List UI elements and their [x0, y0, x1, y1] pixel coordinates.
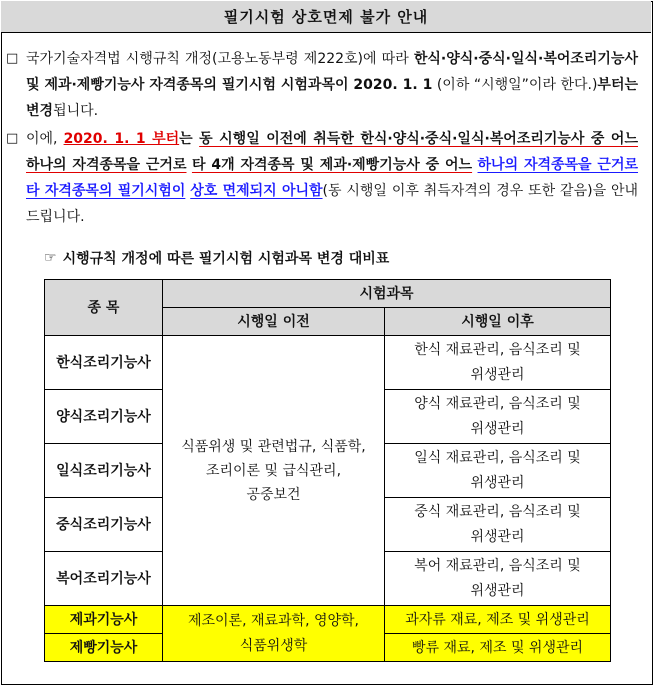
- comparison-table: [44, 279, 611, 662]
- para2-text-10: 상호 면제되지 아니함: [190, 183, 323, 199]
- row-after: 중식 재료관리, 음식조리 및 위생관리: [385, 498, 611, 552]
- para2-text-3: 는: [179, 131, 200, 147]
- row-after: 한식 재료관리, 음식조리 및 위생관리: [385, 336, 611, 390]
- para1-text-5: 됩니다.: [53, 103, 99, 119]
- row-name: 일식조리기능사: [45, 444, 163, 498]
- row-name: 한식조리기능사: [45, 336, 163, 390]
- para2-text-4: 동 시행일 이전에 취득한 한식·양식·중식·일식·복어조리기능사 중 어느 하나의 자격종목을 근거로: [26, 131, 638, 173]
- para1-text-4: 부터는 변경: [26, 77, 638, 119]
- row-name: 복어조리기능사: [45, 552, 163, 606]
- row-after: 양식 재료관리, 음식조리 및 위생관리: [385, 390, 611, 444]
- header-after: 시행일 이후: [385, 308, 611, 336]
- header-item: 종 목: [45, 280, 163, 336]
- cooking-before-subjects: 식품위생 및 관련법규, 식품학, 조리이론 및 급식관리, 공중보건: [163, 336, 385, 606]
- pointing-hand-icon: ☞: [44, 250, 57, 266]
- comparison-subheading: [44, 248, 389, 268]
- checkbox-bullet-icon: □: [6, 51, 19, 66]
- checkbox-bullet-icon: □: [6, 131, 19, 146]
- row-after: 과자류 재료, 제조 및 위생관리: [385, 606, 611, 634]
- row-name: 중식조리기능사: [45, 498, 163, 552]
- row-after: 일식 재료관리, 음식조리 및 위생관리: [385, 444, 611, 498]
- para2-text-11: (동 시행일 이후 취득자격의 경우 또한 같음)을 안내드립니다.: [26, 183, 639, 225]
- header-before: 시행일 이전: [163, 308, 385, 336]
- table-row: [45, 336, 611, 390]
- header-subjects: 시험과목: [163, 280, 611, 308]
- para2-text-8: 하나의 자격종목을 근거로 타 자격종목의 필기시험이: [26, 157, 639, 199]
- table-row: [45, 606, 611, 634]
- para1-text-3: (이하 “시행일”이라 한다.): [436, 77, 598, 93]
- para1-text-2: 한식·양식·중식·일식·복어조리기능사 및 제과·제빵기능사 자격종목의 필기시험 시험과목이 2020. 1. 1: [26, 51, 638, 93]
- paragraph-1: [6, 46, 638, 124]
- subheading-text: 시행규칙 개정에 따른 필기시험 시험과목 변경 대비표: [62, 251, 390, 267]
- notice-title: 필기시험 상호면제 불가 안내: [1, 1, 651, 33]
- row-name: 양식조리기능사: [45, 390, 163, 444]
- paragraph-2: [6, 126, 639, 230]
- para2-text-1: 이에,: [26, 131, 64, 147]
- row-name: 제과기능사: [45, 606, 163, 634]
- row-name: 제빵기능사: [45, 634, 163, 662]
- para2-effective-date: 2020. 1. 1 부터: [63, 131, 180, 147]
- row-after: 복어 재료관리, 음식조리 및 위생관리: [385, 552, 611, 606]
- para2-text-6: 타 4개 자격종목 및 제과·제빵기능사 중 어느: [191, 157, 473, 173]
- bakery-before-subjects: 제조이론, 재료과학, 영양학, 식품위생학: [163, 606, 385, 662]
- row-after: 빵류 재료, 제조 및 위생관리: [385, 634, 611, 662]
- para1-text-1: 국가기술자격법 시행규칙 개정(고용노동부령 제222호)에 따라: [26, 51, 414, 67]
